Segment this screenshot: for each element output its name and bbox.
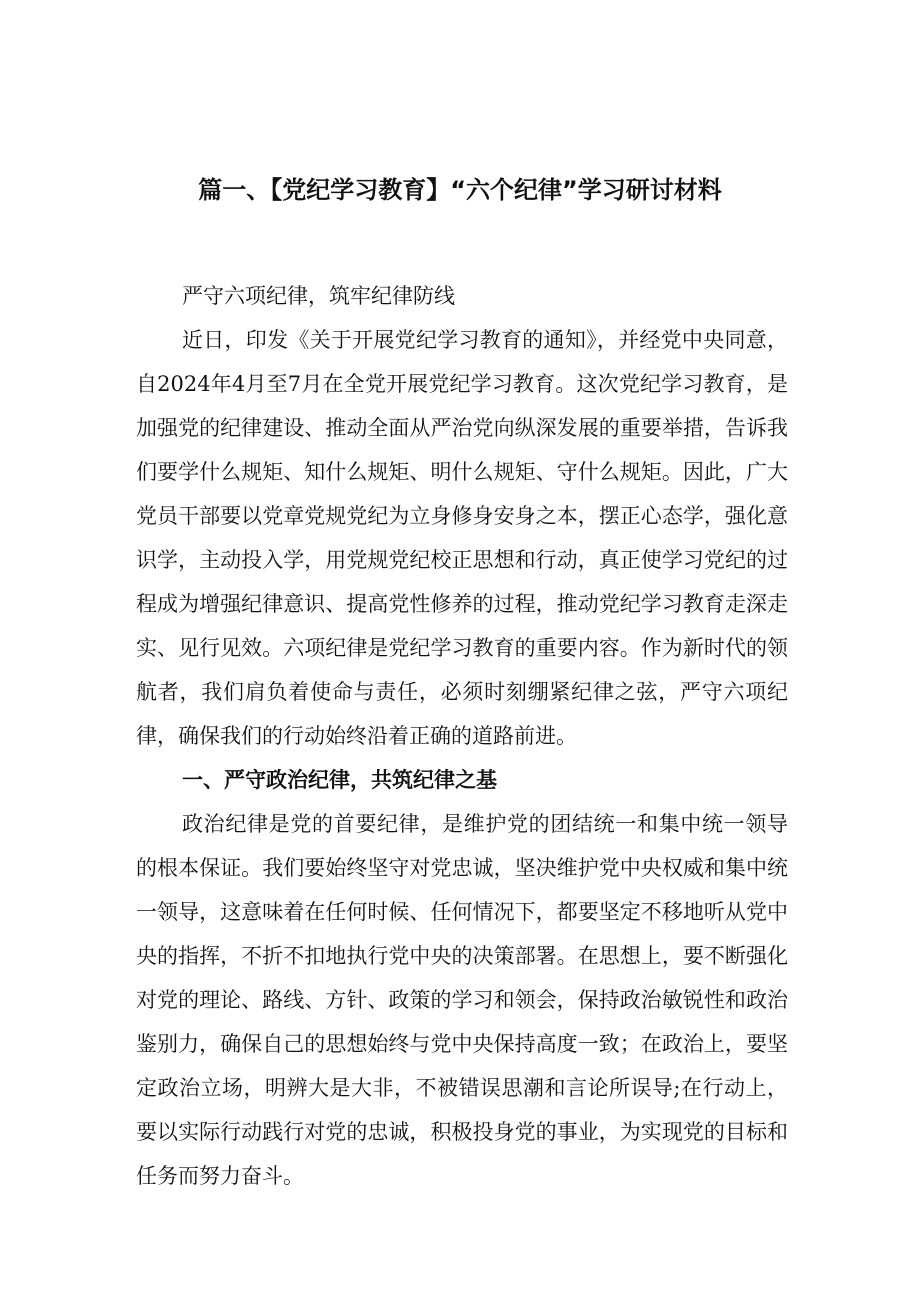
document-title: 篇一、【党纪学习教育】“六个纪律”学习研讨材料 [198,176,722,204]
intro-paragraph: 近日，印发《关于开展党纪学习教育的通知》，并经党中央同意，自2024年4月至7月在全党开展党纪学习教育。这次党纪学习教育，是加强党的纪律建设、推动全面从严治党向纵深发展的重要举措，告诉我们要学什么规矩、知什么规矩、明什么规矩、守什么规矩。因此，广大党员干部要以党章党规党纪为立身修身安身之本，摆正心态学，强化意识学，主动投入学，用党规党纪校正思想和行动，真正使学习党纪的过程成为增强纪律意识、提高党性修养的过程，推动党纪学习教育走深走实、见行见效。六项纪律是党纪学习教育的重要内容。作为新时代的领航者，我们肩负着使命与责任，必须时刻绷紧纪律之弦，严守六项纪律，确保我们的行动始终沿着正确的道路前进。 [136,328,788,748]
document-body [136,274,788,1198]
section-paragraph-political-discipline: 政治纪律是党的首要纪律，是维护党的团结统一和集中统一领导的根本保证。我们要始终坚守对党忠诚，坚决维护党中央权威和集中统一领导，这意味着在任何时候、任何情况下，都要坚定不移地听从党中央的指挥，不折不扣地执行党中央的决策部署。在思想上，要不断强化对党的理论、路线、方针、政策的学习和领会，保持政治敏锐性和政治鉴别力，确保自己的思想始终与党中央保持高度一致；在政治上，要坚定政治立场，明辨大是大非，不被错误思潮和言论所误导;在行动上，要以实际行动践行对党的忠诚，积极投身党的事业，为实现党的目标和任务而努力奋斗。 [136,812,788,1188]
section-heading-political-discipline: 一、严守政治纪律，共筑纪律之基 [182,768,497,792]
document-subtitle: 严守六项纪律，筑牢纪律防线 [182,284,455,308]
